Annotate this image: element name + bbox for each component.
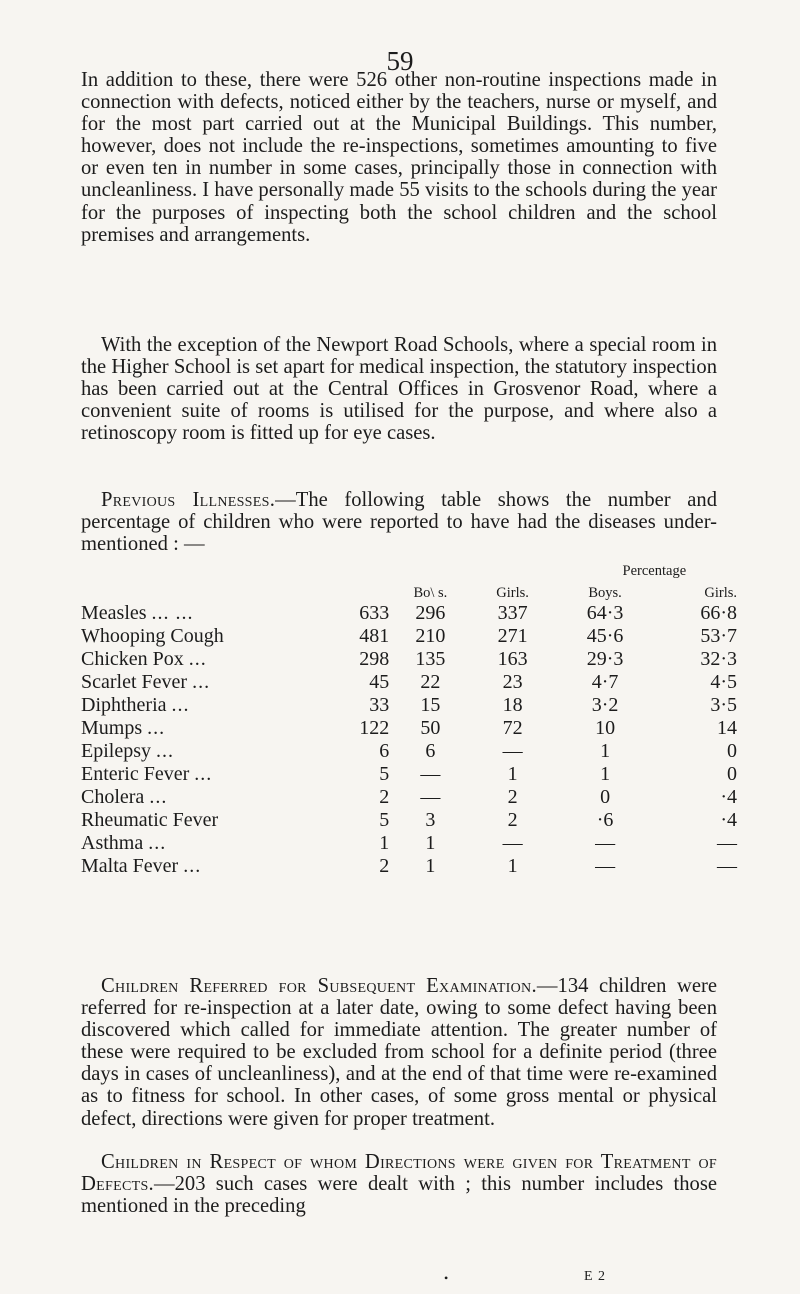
- pct-girls-cell: ·4: [720, 809, 737, 831]
- total-cell: 481: [359, 625, 390, 647]
- leader-dots: ...: [149, 786, 168, 808]
- disease-name-cell: [81, 602, 338, 625]
- disease-name-cell: [81, 648, 338, 671]
- total-cell: 45: [369, 671, 390, 693]
- paragraph-directions: [81, 1151, 717, 1217]
- pct-boys-column-header: Boys.: [588, 585, 622, 601]
- leader-dots: ...: [194, 763, 213, 785]
- leader-dots: ... ...: [151, 602, 194, 624]
- pct-girls-cell: 4·5: [710, 671, 737, 693]
- table-row: [81, 763, 741, 786]
- disease-name-cell: [81, 763, 338, 786]
- paragraph-inspection-location: With the exception of the Newport Road Schools, where a special room in the Higher School is set apart for medical inspection, the statutory inspection has been carried out at the Central Offices in Grosvenor Road, where a convenient suite of rooms is utilised for the purpose, and where also a retinoscopy room is fitted up for eye cases.: [81, 334, 717, 445]
- disease-name: Diphtheria: [81, 694, 167, 716]
- girls-cell: 271: [497, 625, 528, 647]
- pct-girls-cell: 3·5: [710, 694, 737, 716]
- disease-name: Chicken Pox: [81, 648, 184, 670]
- table-row: [81, 717, 741, 740]
- pct-girls-cell: —: [717, 832, 737, 854]
- total-cell: 1: [379, 832, 390, 854]
- pct-boys-cell: 45·6: [586, 625, 624, 647]
- total-cell: 33: [369, 694, 390, 716]
- directions-heading: Children in Respect of whom Directions were given for Treatment of Defects.: [81, 1151, 717, 1196]
- boys-cell: 1: [425, 832, 436, 854]
- table-row: [81, 648, 741, 671]
- disease-name: Scarlet Fever: [81, 671, 188, 693]
- previous-illnesses-heading: Previous Illnesses.: [101, 489, 276, 511]
- table-row: [81, 671, 741, 694]
- pct-boys-cell: 64·3: [586, 602, 624, 624]
- pct-girls-cell: ·4: [720, 786, 737, 808]
- boys-cell: 50: [420, 717, 441, 739]
- pct-boys-cell: 1: [600, 740, 611, 762]
- table-row: [81, 625, 741, 648]
- girls-cell: 18: [502, 694, 523, 716]
- total-cell: 6: [379, 740, 390, 762]
- pct-boys-cell: —: [595, 832, 616, 854]
- previous-illnesses-text: —The following table shows the number and percentage of children who were reported to have had the diseases under-mentioned : —: [81, 489, 718, 556]
- directions-text: —203 such cases were dealt with ; this number includes those mentioned in the preceding: [81, 1173, 717, 1218]
- disease-name: Whooping Cough: [81, 625, 224, 647]
- disease-name: Asthma: [81, 832, 144, 854]
- boys-cell: 15: [420, 694, 441, 716]
- disease-name-cell: [81, 694, 338, 717]
- pct-boys-cell: 0: [600, 786, 611, 808]
- boys-cell: 296: [415, 602, 446, 624]
- table-row: [81, 809, 741, 832]
- leader-dots: ...: [188, 648, 207, 670]
- girls-cell: —: [502, 832, 523, 854]
- paragraph-inspections: In addition to these, there were 526 other non-routine inspections made in connection with defects, noticed either by the teachers, nurse or myself, and for the most part carried out at the Municipal Buildings. This number, however, does not include the re-inspections, sometimes amounting to five or even ten in number in some cases, principally those in connection with uncleanliness. I have personally made 55 visits to the schools during the year for the purposes of inspecting both the school children and the school premises and arrangements.: [81, 69, 717, 246]
- percentage-header: Percentage: [622, 563, 687, 579]
- children-referred-text: —134 children were referred for re-inspection at a later date, owing to some defect having been discovered which called for immediate attention. The greater number of these were required to be excluded from school for a definite period (three days in cases of uncleanliness), and at the end of that time were re-examined as to fitness for school. In other cases, of some gross mental or physical defect, directions were given for proper treatment.: [81, 975, 717, 1130]
- leader-dots: ...: [192, 671, 211, 693]
- table-group-header-row: [81, 558, 741, 580]
- table-row: [81, 740, 741, 763]
- disease-name: Cholera: [81, 786, 145, 808]
- table-column-header-row: [81, 580, 741, 602]
- boys-cell: 6: [425, 740, 436, 762]
- total-cell: 2: [379, 855, 390, 877]
- pct-boys-cell: 3·2: [591, 694, 619, 716]
- disease-name: Measles: [81, 602, 147, 624]
- pct-girls-cell: 32·3: [700, 648, 737, 670]
- boys-cell: 135: [415, 648, 446, 670]
- boys-cell: 22: [420, 671, 441, 693]
- boys-cell: 1: [425, 855, 436, 877]
- paragraph-children-referred: [81, 975, 717, 1130]
- girls-cell: 1: [507, 763, 518, 785]
- table-row: [81, 602, 741, 625]
- leader-dots: ...: [183, 855, 202, 877]
- pct-boys-cell: ·6: [596, 809, 614, 831]
- boys-column-header: Bo\ s.: [413, 585, 448, 601]
- girls-cell: 2: [507, 809, 518, 831]
- total-cell: 298: [359, 648, 390, 670]
- signature-mark: E 2: [584, 1269, 607, 1284]
- pct-girls-cell: 14: [717, 717, 737, 739]
- pct-boys-cell: 29·3: [586, 648, 624, 670]
- table-row: [81, 832, 741, 855]
- girls-column-header: Girls.: [496, 585, 529, 601]
- leader-dots: ...: [148, 832, 167, 854]
- table-row: [81, 855, 741, 878]
- leader-dots: ...: [171, 694, 190, 716]
- boys-cell: 210: [415, 625, 446, 647]
- leader-dots: ...: [156, 740, 174, 762]
- girls-cell: —: [502, 740, 523, 762]
- disease-name: Enteric Fever: [81, 763, 190, 785]
- disease-name-cell: [81, 786, 338, 809]
- children-referred-heading: Children Referred for Subsequent Examination.: [101, 975, 537, 997]
- leader-dots: ...: [147, 717, 166, 739]
- pct-boys-cell: 1: [600, 763, 611, 785]
- boys-cell: —: [420, 786, 441, 808]
- disease-name: Epilepsy: [81, 740, 151, 762]
- pct-girls-column-header: Girls.: [704, 585, 737, 601]
- total-cell: 633: [359, 602, 390, 624]
- pct-girls-cell: 0: [727, 740, 737, 762]
- disease-name: Rheumatic Fever: [81, 809, 219, 831]
- pct-boys-cell: 10: [595, 717, 616, 739]
- footer-mark: •: [444, 1271, 449, 1285]
- pct-girls-cell: 53·7: [700, 625, 737, 647]
- pct-girls-cell: —: [717, 855, 737, 877]
- disease-name-cell: [81, 671, 338, 694]
- disease-name: Malta Fever: [81, 855, 179, 877]
- illness-table: [81, 558, 741, 878]
- disease-name-cell: [81, 809, 338, 832]
- total-cell: 2: [379, 786, 390, 808]
- total-cell: 122: [359, 717, 390, 739]
- girls-cell: 72: [502, 717, 523, 739]
- girls-cell: 337: [497, 602, 528, 624]
- disease-name-cell: [81, 717, 338, 740]
- table-row: [81, 786, 741, 809]
- table-row: [81, 694, 741, 717]
- pct-boys-cell: —: [595, 855, 616, 877]
- boys-cell: 3: [425, 809, 436, 831]
- disease-name-cell: [81, 740, 338, 763]
- total-cell: 5: [379, 809, 390, 831]
- disease-name-cell: [81, 832, 338, 855]
- disease-name: Mumps: [81, 717, 143, 739]
- girls-cell: 1: [507, 855, 518, 877]
- girls-cell: 163: [497, 648, 528, 670]
- pct-girls-cell: 66·8: [700, 602, 737, 624]
- boys-cell: —: [420, 763, 441, 785]
- girls-cell: 2: [507, 786, 518, 808]
- paragraph-previous-illnesses: [81, 489, 717, 555]
- disease-name-cell: [81, 625, 338, 648]
- page-number: 59: [386, 46, 414, 76]
- pct-boys-cell: 4·7: [591, 671, 619, 693]
- pct-girls-cell: 0: [727, 763, 737, 785]
- total-cell: 5: [379, 763, 390, 785]
- illness-table-body: [81, 602, 741, 878]
- disease-name-cell: [81, 855, 338, 878]
- girls-cell: 23: [502, 671, 523, 693]
